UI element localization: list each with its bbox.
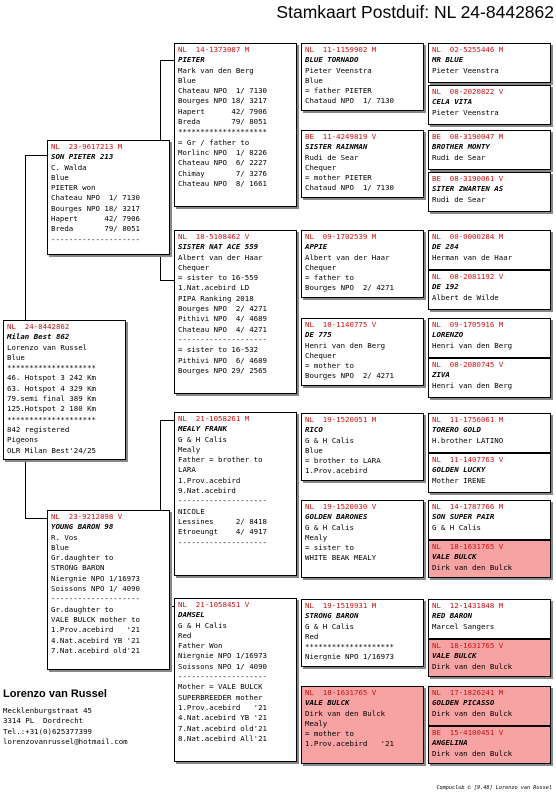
- page-title: Stamkaart Postduif: NL 24-8442862: [276, 2, 554, 22]
- card-line: = Gr / father to: [178, 137, 250, 147]
- pigeon-name: DE 284: [432, 242, 459, 252]
- card-line: Bourges NPO 2/ 4271: [305, 371, 394, 381]
- card-line: 1.Nat.acebird LD: [178, 283, 250, 293]
- card-line: Mother IRENE: [432, 475, 486, 485]
- card-line: LARA: [178, 465, 196, 475]
- pedigree-card-g8: [428, 358, 551, 398]
- pigeon-name: DE 192: [432, 282, 459, 292]
- ring-number: NL 12-1431848 M: [432, 601, 504, 610]
- card-line: Rudi de Sear: [432, 194, 486, 204]
- connector-line: [25, 460, 26, 518]
- card-line: = mother PIETER: [305, 173, 372, 183]
- pedigree-card-mmf: [301, 599, 424, 667]
- card-line: ********************: [305, 642, 394, 652]
- card-line: STRONG BARON: [51, 563, 105, 573]
- card-line: PIPA Ranking 2018: [178, 293, 254, 303]
- card-line: Red: [178, 630, 192, 640]
- ring-number: NL 19-1520030 V: [305, 502, 377, 511]
- card-line: Niergnie NPO 1/16973: [305, 652, 394, 662]
- card-line: = sister to 16-559: [178, 273, 259, 283]
- card-line: 1.Prov.acebird '21: [178, 702, 267, 712]
- pigeon-name: YOUNG BARON 98: [51, 522, 114, 532]
- card-line: Pieter Veenstra: [432, 65, 499, 75]
- card-line: Rudi de Sear: [432, 152, 486, 162]
- ring-number: NL 17-1826241 M: [432, 688, 504, 697]
- connector-line: [160, 60, 161, 140]
- card-line: G & H Calis: [305, 621, 354, 631]
- card-line: = brother to LARA: [305, 456, 381, 466]
- owner-city: 3314 PL Dordrecht: [3, 716, 84, 726]
- ring-number: BE 15-4100451 V: [432, 728, 504, 737]
- card-line: Pieter Veenstra: [305, 65, 372, 75]
- card-line: = father PIETER: [305, 86, 372, 96]
- card-line: Rudi de Sear: [305, 152, 359, 162]
- pigeon-name: GOLDEN LUCKY: [432, 465, 486, 475]
- card-line: ********************: [7, 363, 96, 373]
- card-line: Mark van den Berg: [178, 65, 254, 75]
- ring-number: BE 08-3190047 M: [432, 132, 504, 141]
- pedigree-card-mmm: [301, 686, 424, 764]
- card-line: Etroeungt 4/ 4917: [178, 527, 267, 537]
- pigeon-name: SISTER RAINMAN: [305, 142, 368, 152]
- card-line: = sister to 16-532: [178, 345, 259, 355]
- pigeon-name: GOLDEN BARONES: [305, 512, 368, 522]
- connector-line: [25, 155, 26, 320]
- card-line: 125.Hotspot 2 180 Km: [7, 404, 96, 414]
- ring-number: NL 14-1787766 M: [432, 502, 504, 511]
- card-line: OLR Milan Best'24/25: [7, 445, 96, 455]
- card-line: NICOLE: [178, 506, 205, 516]
- card-line: WHITE BEAK MEALY: [305, 553, 377, 563]
- card-line: --------------------: [178, 537, 267, 547]
- card-line: SUPERBREEDER mother: [178, 692, 263, 702]
- card-line: Blue: [178, 75, 196, 85]
- card-line: Soissons NPO 1/ 4090: [178, 661, 267, 671]
- card-line: Mealy: [305, 718, 328, 728]
- card-line: Henri van den Berg: [432, 340, 513, 350]
- card-line: Dirk van den Bulck: [432, 562, 513, 572]
- pedigree-card-g11: [428, 500, 551, 540]
- ring-number: NL 02-5255446 M: [432, 45, 504, 54]
- card-line: Chataud NPO 1/ 7130: [305, 183, 394, 193]
- pedigree-card-fff: [301, 43, 424, 111]
- pedigree-card-g15: [428, 686, 551, 726]
- pedigree-card-mfm: [301, 500, 424, 578]
- pigeon-name: VALE BULCK: [432, 552, 477, 562]
- card-line: Pigeons: [7, 435, 39, 445]
- ring-number: NL 08-2020822 V: [432, 87, 504, 96]
- card-line: Henri van den Berg: [432, 380, 513, 390]
- pigeon-name: SON SUPER PAIR: [432, 512, 495, 522]
- card-line: --------------------: [51, 594, 140, 604]
- card-line: Hapert 42/ 7906: [51, 214, 140, 224]
- pigeon-name: SITER ZWARTEN AS: [432, 184, 504, 194]
- pigeon-name: RICO: [305, 425, 323, 435]
- ring-number: NL 11-1756061 M: [432, 415, 504, 424]
- card-line: 8.Nat.acebird All'21: [178, 733, 267, 743]
- pedigree-card-g4: [428, 172, 551, 212]
- pedigree-card-f: [47, 140, 170, 255]
- card-line: Blue: [305, 445, 323, 455]
- card-line: Blue: [7, 352, 25, 362]
- card-line: Henri van den Berg: [305, 340, 386, 350]
- card-line: Herman van de Haar: [432, 252, 513, 262]
- card-line: Chateau NPO 4/ 4271: [178, 324, 267, 334]
- pigeon-name: TORERO GOLD: [432, 425, 481, 435]
- pigeon-name: ZIVA: [432, 370, 450, 380]
- pedigree-card-g10: [428, 453, 551, 493]
- connector-line: [160, 280, 174, 281]
- pigeon-name: MR BLUE: [432, 55, 464, 65]
- card-line: Albert van der Haar: [178, 252, 263, 262]
- card-line: Dirk van den Bulck: [432, 661, 513, 671]
- card-line: 1.Prov.acebird '21: [305, 739, 394, 749]
- card-line: Pieter Veenstra: [432, 107, 499, 117]
- card-line: Niergnie NPO 1/16973: [51, 573, 140, 583]
- pedigree-card-g14: [428, 639, 551, 677]
- card-line: Blue: [51, 542, 69, 552]
- pigeon-name: Milan Best 862: [7, 332, 70, 342]
- card-line: Albert van der Haar: [305, 252, 390, 262]
- card-line: Marcel Sangers: [432, 621, 495, 631]
- footer-credit: Compuclub © [9.48] Lorenzo van Russel: [436, 785, 552, 791]
- pigeon-name: MEALY FRANK: [178, 424, 227, 434]
- pedigree-card-g16: [428, 726, 551, 764]
- ring-number: NL 00-0000284 M: [432, 232, 504, 241]
- card-line: Chimay 7/ 3276: [178, 168, 267, 178]
- card-line: Father Won: [178, 641, 223, 651]
- card-line: ********************: [7, 414, 96, 424]
- pigeon-name: CELA VITA: [432, 97, 473, 107]
- ring-number: NL 11-1407763 V: [432, 455, 504, 464]
- pedigree-card-subject: [3, 320, 126, 460]
- pigeon-name: ANGELINA: [432, 738, 468, 748]
- pigeon-name: LORENZO: [432, 330, 464, 340]
- card-line: Soissons NPO 1/ 4090: [51, 584, 140, 594]
- ring-number: NL 10-1140775 V: [305, 320, 377, 329]
- card-line: --------------------: [178, 334, 267, 344]
- pigeon-name: APPIE: [305, 242, 328, 252]
- ring-number: BE 11-4249819 V: [305, 132, 377, 141]
- card-line: G & H Calis: [305, 522, 354, 532]
- card-line: G & H Calis: [432, 522, 481, 532]
- owner-address: Mecklenburgstraat 45: [3, 706, 92, 715]
- card-line: = mother to: [305, 729, 354, 739]
- card-line: 1.Prov.acebird '21: [51, 625, 140, 635]
- ring-number: NL 11-1159902 M: [305, 45, 377, 54]
- ring-number: NL 18-1631765 V: [432, 542, 504, 551]
- pigeon-name: DAMSEL: [178, 610, 205, 620]
- ring-number: NL 23-9617213 M: [51, 142, 123, 151]
- ring-number: NL 18-1631765 V: [305, 688, 377, 697]
- pigeon-name: SISTER NAT ACE 559: [178, 242, 259, 252]
- card-line: Chequer: [305, 162, 337, 172]
- card-line: Breda 79/ 8051: [51, 224, 140, 234]
- pedigree-card-g2: [428, 85, 551, 125]
- card-line: Niergnie NPO 1/16973: [178, 651, 267, 661]
- card-line: 9.Nat.acebird: [178, 486, 236, 496]
- ring-number: NL 19-1519931 M: [305, 601, 377, 610]
- card-line: Chateau NPO 1/ 7130: [178, 86, 267, 96]
- pedigree-card-g13: [428, 599, 551, 639]
- ring-number: NL 23-9212898 V: [51, 512, 123, 521]
- card-line: Lorenzo van Russel: [7, 342, 88, 352]
- ring-number: NL 18-5108462 V: [178, 232, 250, 241]
- card-line: Chateau NPO 6/ 2227: [178, 158, 267, 168]
- card-line: ********************: [178, 127, 267, 137]
- card-line: PIETER won: [51, 183, 96, 193]
- card-line: Mother = VALE BULCK: [178, 682, 263, 692]
- owner-phone: Tel.:+31(0)625377399: [3, 726, 92, 736]
- pedigree-card-mf: [174, 412, 297, 576]
- card-line: Bourges NPO 2/ 4271: [305, 283, 394, 293]
- pedigree-card-ffm: [301, 130, 424, 198]
- pedigree-card-g6: [428, 270, 551, 310]
- card-line: 842 registered: [7, 424, 70, 434]
- pedigree-card-g5: [428, 230, 551, 270]
- card-line: Bourges NPO 18/ 3217: [51, 203, 140, 213]
- card-line: Breda 79/ 8051: [178, 117, 267, 127]
- card-line: Chequer: [178, 262, 210, 272]
- card-line: Dirk van den Bulck: [432, 708, 513, 718]
- pedigree-card-g3: [428, 130, 551, 170]
- card-line: 63. Hotspot 4 329 Km: [7, 383, 96, 393]
- card-line: Bourges NPO 2/ 4271: [178, 304, 267, 314]
- card-line: --------------------: [51, 234, 140, 244]
- pigeon-name: SON PIETER 213: [51, 152, 114, 162]
- card-line: = father to: [305, 273, 354, 283]
- ring-number: NL 14-1373087 M: [178, 45, 250, 54]
- pedigree-card-mm: [174, 598, 297, 762]
- ring-number: NL 21-1058451 V: [178, 600, 250, 609]
- pigeon-name: VALE BULCK: [305, 698, 350, 708]
- ring-number: BE 08-3190061 V: [432, 174, 504, 183]
- card-line: --------------------: [178, 496, 267, 506]
- card-line: 4.Nat.acebird YB '21: [51, 635, 140, 645]
- card-line: R. Vos: [51, 532, 78, 542]
- card-line: Chateau NPO 1/ 7130: [51, 193, 140, 203]
- card-line: Hapert 42/ 7906: [178, 106, 267, 116]
- pedigree-card-g1: [428, 43, 551, 83]
- card-line: Chataud NPO 1/ 7130: [305, 96, 394, 106]
- pigeon-name: GOLDEN PICASSO: [432, 698, 495, 708]
- pigeon-name: VALE BULCK: [432, 651, 477, 661]
- card-line: G & H Calis: [178, 620, 227, 630]
- card-line: G & H Calis: [305, 435, 354, 445]
- ring-number: NL 09-1705916 M: [432, 320, 504, 329]
- card-line: Mealy: [178, 444, 201, 454]
- card-line: Chequer: [305, 262, 337, 272]
- connector-line: [160, 420, 161, 510]
- card-line: Gr.daughter to: [51, 553, 114, 563]
- card-line: Mealy: [305, 532, 328, 542]
- pedigree-card-g7: [428, 318, 551, 358]
- ring-number: NL 18-1631765 V: [432, 641, 504, 650]
- card-line: = sister to: [305, 543, 354, 553]
- card-line: 79.semi final 389 Km: [7, 394, 96, 404]
- card-line: Red: [305, 631, 319, 641]
- card-line: Lessines 2/ 8418: [178, 516, 267, 526]
- card-line: Gr.daughter to: [51, 604, 114, 614]
- card-line: 46. Hotspot 3 242 Km: [7, 373, 96, 383]
- card-line: Bourges NPO 18/ 3217: [178, 96, 267, 106]
- pedigree-card-fmm: [301, 318, 424, 386]
- card-line: Chequer: [305, 350, 337, 360]
- pigeon-name: PIETER: [178, 55, 205, 65]
- card-line: G & H Calis: [178, 434, 227, 444]
- pedigree-card-fm: [174, 230, 297, 394]
- pigeon-name: BROTHER MONTY: [432, 142, 490, 152]
- pigeon-name: RED BARON: [432, 611, 473, 621]
- card-line: Father = brother to: [178, 455, 263, 465]
- ring-number: NL 21-1058261 M: [178, 414, 250, 423]
- card-line: Morlinc NPO 1/ 8226: [178, 147, 267, 157]
- connector-line: [160, 420, 174, 421]
- owner-name: Lorenzo van Russel: [3, 688, 107, 700]
- card-line: Albert de Wilde: [432, 292, 499, 302]
- pigeon-name: BLUE TORNADO: [305, 55, 359, 65]
- owner-email: lorenzovanrussel@hotmail.com: [3, 736, 128, 746]
- ring-number: NL 19-1520051 M: [305, 415, 377, 424]
- card-line: Dirk van den Bulck: [432, 748, 513, 758]
- pigeon-name: STRONG BARON: [305, 611, 359, 621]
- card-line: 7.Nat.acebird old'21: [178, 723, 267, 733]
- connector-line: [25, 518, 47, 519]
- card-line: Pithivi NPO 4/ 4689: [178, 314, 267, 324]
- connector-line: [160, 60, 174, 61]
- pedigree-card-g9: [428, 413, 551, 453]
- card-line: = mother to: [305, 361, 354, 371]
- card-line: --------------------: [178, 672, 267, 682]
- ring-number: NL 24-8442862: [7, 322, 70, 331]
- card-line: 1.Prov.acebird: [178, 475, 241, 485]
- pedigree-card-mff: [301, 413, 424, 481]
- pigeon-name: DE 775: [305, 330, 332, 340]
- card-line: Bourges NPO 29/ 2565: [178, 365, 267, 375]
- card-line: H.brother LATINO: [432, 435, 504, 445]
- card-line: 1.Prov.acebird: [305, 466, 368, 476]
- card-line: C. Walda: [51, 162, 87, 172]
- card-line: Dirk van den Bulck: [305, 708, 386, 718]
- card-line: Chateau NPO 8/ 1661: [178, 178, 267, 188]
- card-line: VALE BULCK mother to: [51, 614, 140, 624]
- ring-number: NL 08-2080745 V: [432, 360, 504, 369]
- card-line: Blue: [51, 172, 69, 182]
- owner-block: [3, 688, 163, 747]
- pedigree-card-m: [47, 510, 170, 670]
- ring-number: NL 08-2081192 V: [432, 272, 504, 281]
- ring-number: NL 09-1702539 M: [305, 232, 377, 241]
- card-line: 4.Nat.acebird YB '21: [178, 713, 267, 723]
- pedigree-card-ff: [174, 43, 297, 207]
- connector-line: [25, 155, 47, 156]
- card-line: Blue: [305, 75, 323, 85]
- card-line: Pithivi NPO 6/ 4689: [178, 355, 267, 365]
- pedigree-card-g12: [428, 540, 551, 578]
- pedigree-card-fmf: [301, 230, 424, 298]
- card-line: 7.Nat.acebird old'21: [51, 645, 140, 655]
